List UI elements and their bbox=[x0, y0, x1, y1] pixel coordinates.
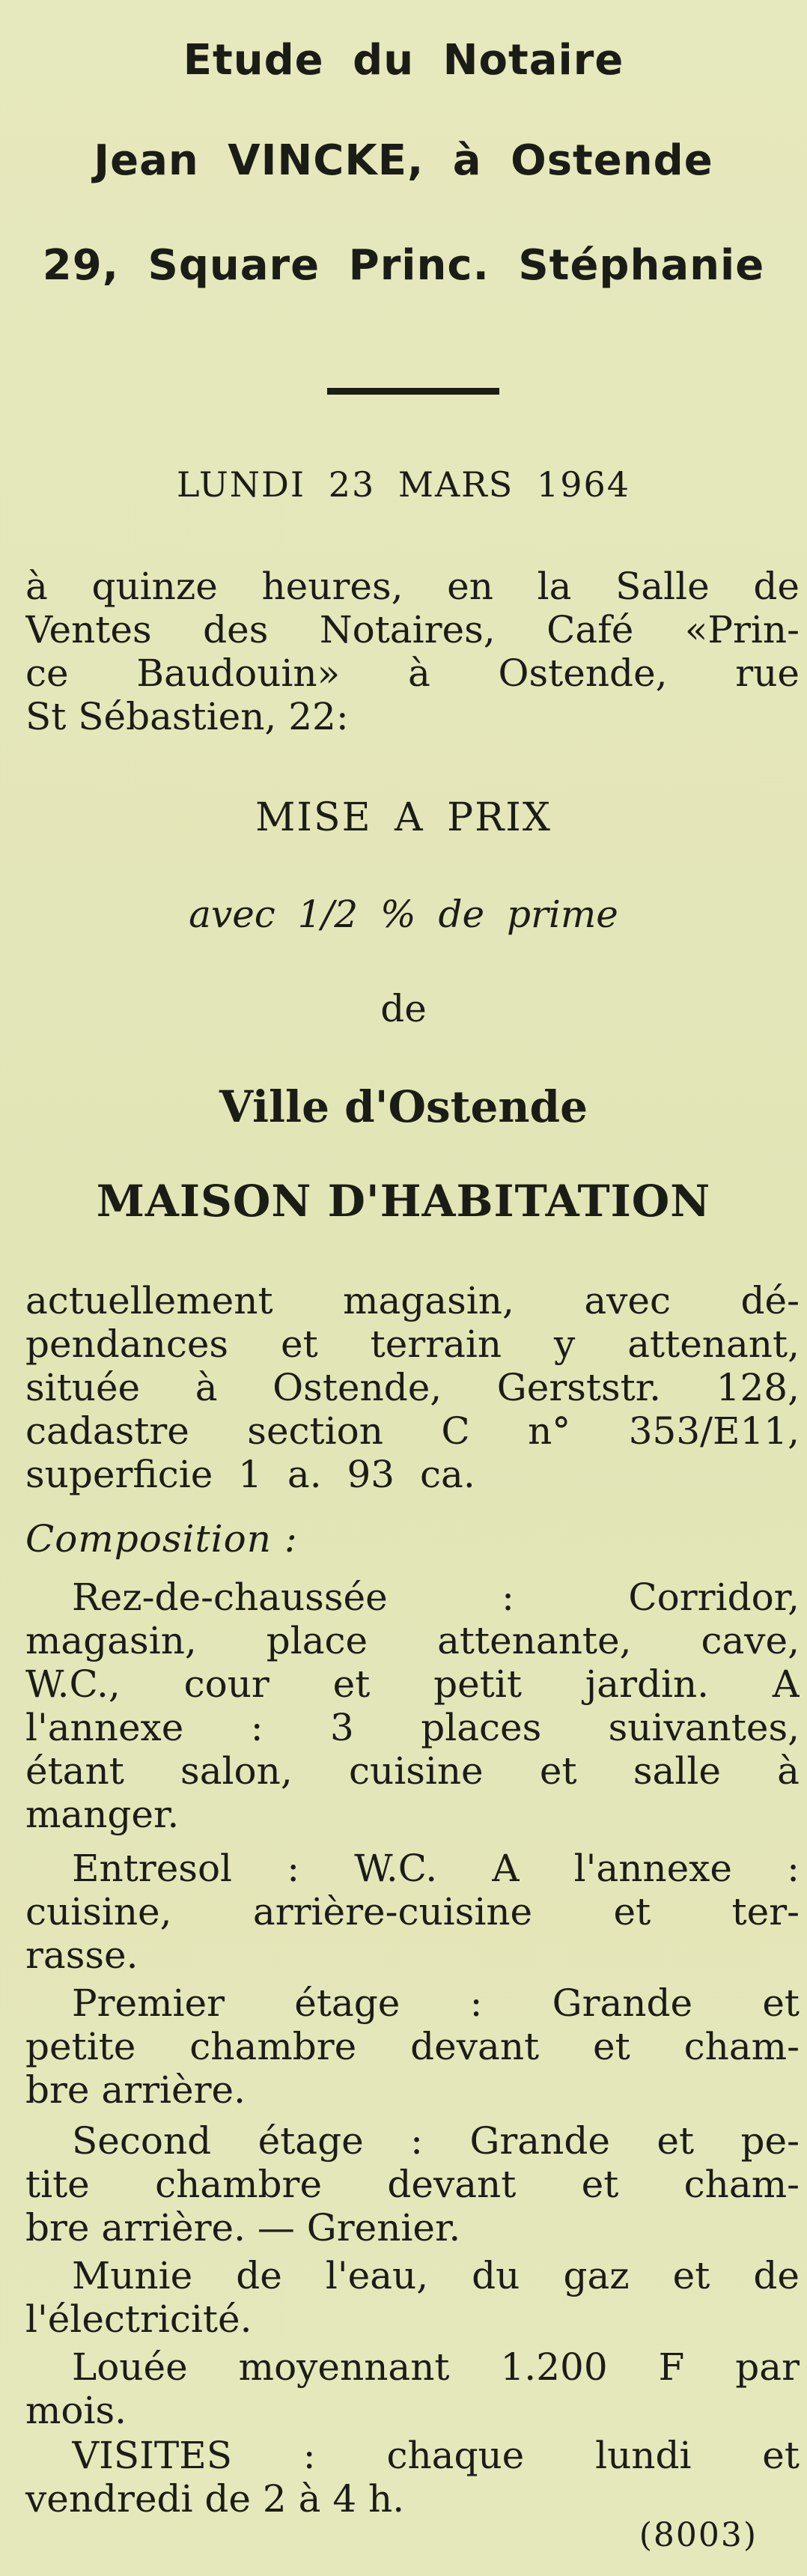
rez-line-3: W.C., cour et petit jardin. A bbox=[25, 1662, 800, 1706]
rez-line-2: magasin, place attenante, cave, bbox=[25, 1619, 800, 1662]
munie-line-1: Munie de l'eau, du gaz et de bbox=[72, 2254, 800, 2297]
entresol-line-1: Entresol : W.C. A l'annexe : bbox=[72, 1847, 800, 1890]
premier-line-1: Premier étage : Grande et bbox=[72, 1981, 800, 2025]
header-line-3: 29, Square Princ. Stéphanie bbox=[42, 241, 765, 290]
second-line-3: bre arrière. — Grenier. bbox=[25, 2206, 461, 2250]
rez-line-4: l'annexe : 3 places suivantes, bbox=[25, 1706, 800, 1749]
header-line-1: Etude du Notaire bbox=[183, 36, 624, 85]
second-line-1: Second étage : Grande et pe- bbox=[72, 2119, 800, 2163]
rez-line-6: manger. bbox=[25, 1793, 180, 1836]
sale-date: LUNDI 23 MARS 1964 bbox=[176, 464, 631, 505]
description-line-3: située à Ostende, Gerststr. 128, bbox=[25, 1366, 800, 1409]
description-line-4: cadastre section C n° 353/E11, bbox=[25, 1409, 800, 1453]
mise-a-prix: MISE A PRIX bbox=[255, 795, 552, 840]
entresol-line-3: rasse. bbox=[25, 1933, 138, 1977]
composition-label: Composition : bbox=[25, 1517, 298, 1561]
visites-line-1: VISITES : chaque lundi et bbox=[72, 2434, 800, 2477]
visites-line-2: vendredi de 2 à 4 h. bbox=[25, 2477, 405, 2521]
rez-line-5: étant salon, cuisine et salle à bbox=[25, 1749, 800, 1793]
intro-line-2: Ventes des Notaires, Café «Prin- bbox=[25, 608, 800, 651]
description-line-1: actuellement magasin, avec dé- bbox=[25, 1279, 800, 1322]
munie-line-2: l'électricité. bbox=[25, 2297, 252, 2341]
premier-line-2: petite chambre devant et cham- bbox=[25, 2025, 800, 2068]
reference-number: (8003) bbox=[639, 2516, 758, 2554]
intro-line-1: à quinze heures, en la Salle de bbox=[25, 565, 800, 608]
premier-line-3: bre arrière. bbox=[25, 2068, 246, 2112]
louee-line-1: Louée moyennant 1.200 F par bbox=[72, 2345, 800, 2389]
header-line-2: Jean VINCKE, à Ostende bbox=[94, 136, 713, 185]
rez-line-1: Rez-de-chaussée : Corridor, bbox=[72, 1576, 800, 1619]
intro-line-3: ce Baudouin» à Ostende, rue bbox=[25, 651, 800, 695]
de-line: de bbox=[380, 987, 427, 1030]
description-line-2: pendances et terrain y attenant, bbox=[25, 1322, 800, 1366]
ville-title: Ville d'Ostende bbox=[219, 1081, 588, 1132]
maison-title: MAISON D'HABITATION bbox=[96, 1176, 711, 1227]
description-line-5: superficie 1 a. 93 ca. bbox=[25, 1453, 475, 1496]
header-divider bbox=[327, 388, 499, 395]
second-line-2: tite chambre devant et cham- bbox=[25, 2163, 800, 2206]
entresol-line-2: cuisine, arrière-cuisine et ter- bbox=[25, 1890, 800, 1933]
prime-line: avec 1/2 % de prime bbox=[189, 893, 618, 936]
intro-line-4: St Sébastien, 22: bbox=[25, 695, 349, 738]
louee-line-2: mois. bbox=[25, 2389, 127, 2432]
